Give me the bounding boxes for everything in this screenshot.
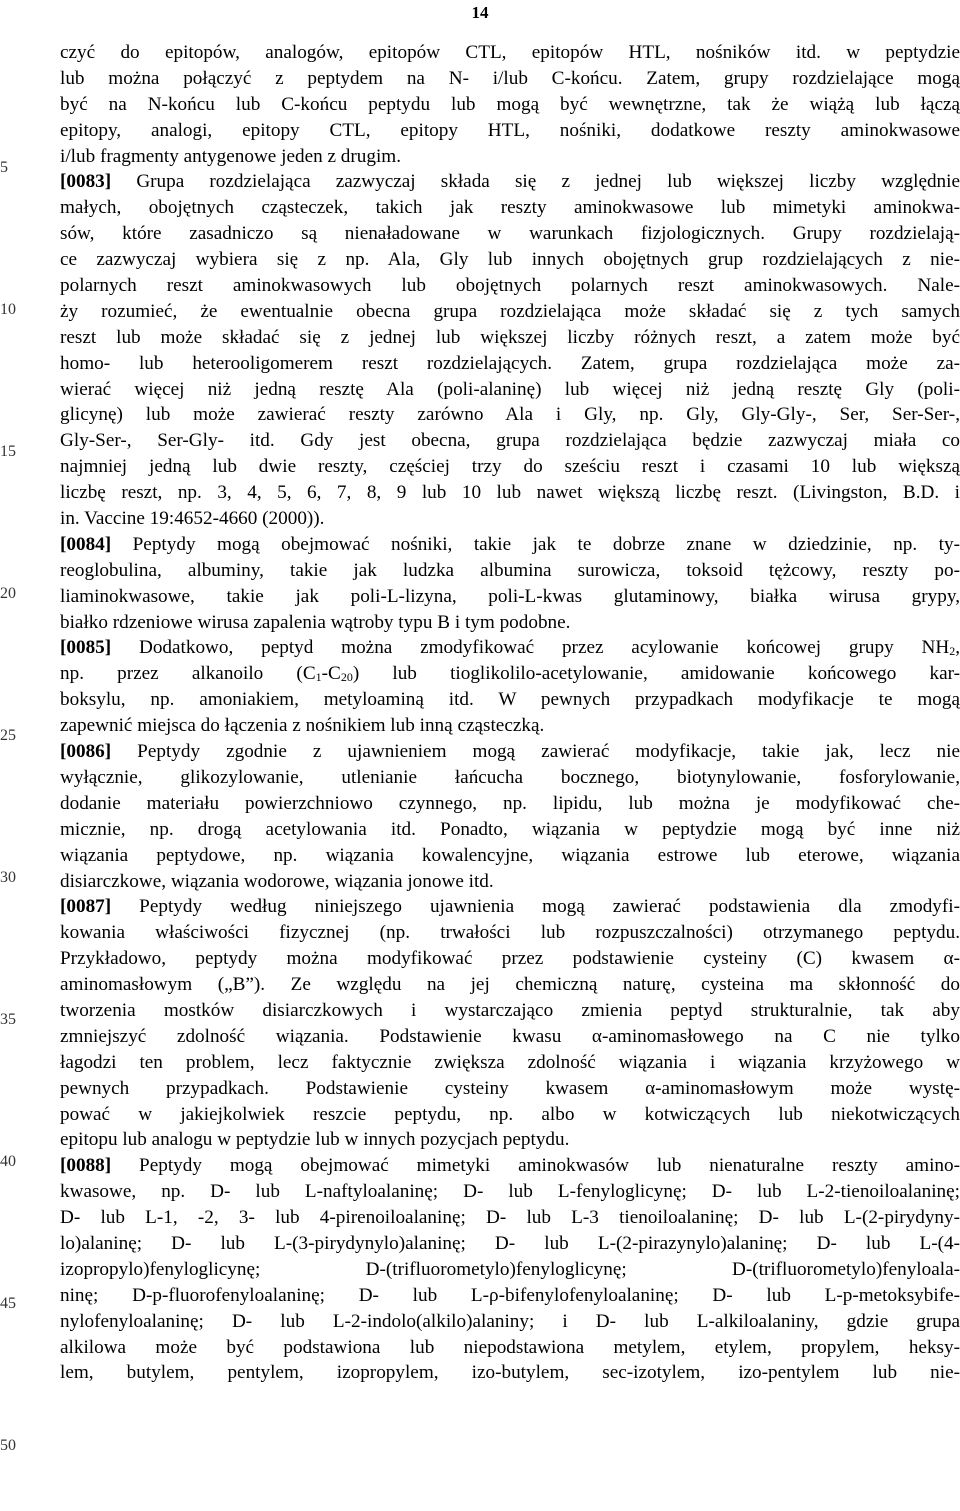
paragraph-0088-line: [0088] Peptydy mogą obejmować mimetyki aminokwasów lub nienaturalne reszty amino- <box>60 1155 960 1177</box>
text-line: Przykładowo, peptydy można modyfikować przez podstawienie cysteiny (C) kwasem α- <box>60 948 960 970</box>
text-line: czyć do epitopów, analogów, epitopów CTL, epitopów HTL, nośników itd. w peptydzie <box>60 42 960 63</box>
text-line: epitopu lub analogu w peptydzie lub w innych pozycjach peptydu. <box>60 1129 570 1151</box>
text-line: Gly-Ser-, Ser-Gly- itd. Gdy jest obecna, grupa rozdzielająca będzie zazwyczaj miała co <box>60 430 960 452</box>
line-number: 35 <box>0 1011 16 1028</box>
text-line: homo- lub heterooligomerem reszt rozdzielających. Zatem, grupa rozdzielająca może za- <box>60 352 960 374</box>
text-line: wierać więcej niż jedną resztę Ala (poli-alaninę) lub więcej niż jedną resztę Gly (poli- <box>60 378 960 400</box>
text-line: nylofenyloalaninę; D- lub L-2-indolo(alkilo)alaniny; i D- lub L-alkiloalaniny, gdzie grupa <box>60 1310 960 1332</box>
paragraph-number: [0084] <box>60 533 112 555</box>
text-line: alkilowa może być podstawiona lub niepodstawiona metylem, etylem, propylem, heksy- <box>60 1336 960 1358</box>
paragraph-0083-line: [0083] Grupa rozdzielająca zazwyczaj składa się z jednej lub większej liczby względnie <box>60 171 960 193</box>
text-line: pewnych przypadkach. Podstawienie cysteiny kwasem α-aminomasłowym może wystę- <box>60 1077 960 1099</box>
text-line: wiązania peptydowe, np. wiązania kowalencyjne, wiązania estrowe lub eterowe, wiązania <box>60 844 960 866</box>
line-number: 10 <box>0 301 16 318</box>
paragraph-number: [0088] <box>60 1155 112 1177</box>
paragraph-0086-line: [0086] Peptydy zgodnie z ujawnieniem mogą zawierać modyfikacje, takie jak, lecz nie <box>60 741 960 763</box>
text-line: micznie, np. drogą acetylowania itd. Ponadto, wiązania w peptydzie mogą być inne niż <box>60 818 960 840</box>
line-number: 15 <box>0 443 16 460</box>
text-line: liaminokwasowe, takie jak poli-L-lizyna, poli-L-kwas glutaminowy, białka wirusa grypy, <box>60 585 960 607</box>
text-line: kowania właściwości fizycznej (np. trwałości lub rozpuszczalności) otrzymanego peptydu. <box>60 922 960 944</box>
text-line: ce zazwyczaj wybiera się z np. Ala, Gly lub innych obojętnych grup rozdzielających z nie- <box>60 249 960 271</box>
text-line: pować w jakiejkolwiek reszcie peptydu, np. albo w kotwiczących lub niekotwiczących <box>60 1103 960 1125</box>
paragraph-number: [0085] <box>60 637 112 659</box>
text-line: być na N-końcu lub C-końcu peptydu lub mogą być wewnętrzne, tak że wiążą lub łączą <box>60 93 960 115</box>
text-line: lem, butylem, pentylem, izopropylem, izo-butylem, sec-izotylem, izo-pentylem lub nie- <box>60 1362 960 1384</box>
text-line: kwasowe, np. D- lub L-naftyloalaninę; D- lub L-fenyloglicynę; D- lub L-2-tienoiloalaninę; <box>60 1181 960 1203</box>
text-line: ży rozumieć, że ewentualnie obecna grupa rozdzielająca może składać się z tych samych <box>60 300 960 322</box>
paragraph-0087-line: [0087] Peptydy według niniejszego ujawnienia mogą zawierać podstawienia dla zmodyfi- <box>60 896 960 918</box>
text-line: disiarczkowe, wiązania wodorowe, wiązania jonowe itd. <box>60 870 494 892</box>
paragraph-number: [0087] <box>60 896 112 918</box>
paragraph-number: [0086] <box>60 741 112 763</box>
text-line: izopropylo)fenyloglicynę; D-(trifluorometylo)fenyloglicynę; D-(trifluorometylo)fenyloala- <box>60 1258 960 1280</box>
line-number: 45 <box>0 1295 16 1312</box>
text-line: tworzenia mostków disiarczkowych i wystarczająco zmienia peptyd strukturalnie, tak aby <box>60 999 960 1021</box>
text-line: łagodzi ten problem, lecz faktycznie zwiększa zdolność wiązania i wiązania krzyżowego w <box>60 1051 960 1073</box>
text-line: lub można połączyć z peptydem na N- i/lub C-końcu. Zatem, grupy rozdzielające mogą <box>60 67 960 89</box>
paragraph-number: [0083] <box>60 171 112 193</box>
document-body <box>60 40 960 1386</box>
text-line: zapewnić miejsca do łączenia z nośnikiem lub inną cząsteczką. <box>60 715 545 737</box>
text-line: zmniejszyć zdolność wiązania. Podstawienie kwasu α-aminomasłowego na C nie tylko <box>60 1025 960 1047</box>
text-line: liczbę reszt, np. 3, 4, 5, 6, 7, 8, 9 lub 10 lub nawet większą liczbę reszt. (Livingston, B.D. i <box>60 482 960 504</box>
paragraph-0085-line: [0085] Dodatkowo, peptyd można zmodyfikować przez acylowanie końcowej grupy $NH_2$, <box>60 637 960 659</box>
line-number: 25 <box>0 727 16 744</box>
line-number: 5 <box>0 159 8 176</box>
text-line: dodanie materiału powierzchniowo czynnego, np. lipidu, lub można je modyfikować che- <box>60 792 960 814</box>
text-line: D- lub L-1, -2, 3- lub 4-pirenoiloalaninę; D- lub L-3 tienoiloalaninę; D- lub L-(2-pirydyny- <box>60 1207 960 1229</box>
text-line: najmniej jedną lub dwie reszty, częściej trzy do sześciu reszt i czasami 10 lub większą <box>60 456 960 478</box>
text-line: lo)alaninę; D- lub L-(3-pirydynylo)alaninę; D- lub L-(2-pirazynylo)alaninę; D- lub L-(4- <box>60 1232 960 1254</box>
text-line: in. Vaccine 19:4652-4660 (2000)). <box>60 508 325 530</box>
text-line: reoglobulina, albuminy, takie jak ludzka albumina surowicza, toksoid tężcowy, reszty po- <box>60 559 960 581</box>
text-line: wyłącznie, glikozylowanie, utlenianie łańcucha bocznego, biotynylowanie, fosforylowanie, <box>60 766 960 788</box>
text-line: glicynę) lub może zawierać reszty zarówno Ala i Gly, np. Gly, Gly-Gly-, Ser, Ser-Ser-, <box>60 404 960 426</box>
text-line: sów, które zasadniczo są nienaładowane w warunkach fizjologicznych. Grupy rozdzielają- <box>60 223 960 245</box>
line-number: 50 <box>0 1437 16 1454</box>
text-line: np. przez alkanoilo $(C_1-C_{20})$ lub tioglikolilo-acetylowanie, amidowanie końcowego kar- <box>60 663 960 685</box>
line-number: 30 <box>0 869 16 886</box>
text-line: polarnych reszt aminokwasowych lub obojętnych polarnych reszt aminokwasowych. Nale- <box>60 275 960 297</box>
page-number: 14 <box>471 3 489 22</box>
text-line: reszt lub może składać się z jednej lub większej liczby różnych reszt, a zatem może być <box>60 326 960 348</box>
line-number: 20 <box>0 585 16 602</box>
text-line: aminomasłowym („B”). Ze względu na jej chemiczną naturę, cysteina ma skłonność do <box>60 974 960 996</box>
text-line: ninę; D-p-fluorofenyloalaninę; D- lub L-ρ-bifenylofenyloalaninę; D- lub L-p-metoksybife- <box>60 1284 960 1306</box>
paragraph-0084-line: [0084] Peptydy mogą obejmować nośniki, takie jak te dobrze znane w dziedzinie, np. ty- <box>60 533 960 555</box>
text-line: białko rdzeniowe wirusa zapalenia wątroby typu B i tym podobne. <box>60 611 571 633</box>
text-line: boksylu, np. amoniakiem, metyloaminą itd. W pewnych przypadkach modyfikacje te mogą <box>60 689 960 711</box>
text-line: małych, obojętnych cząsteczek, takich jak reszty aminokwasowe lub mimetyki aminokwa- <box>60 197 960 219</box>
text-line: i/lub fragmenty antygenowe jeden z drugim. <box>60 145 402 167</box>
text-line: epitopy, analogi, epitopy CTL, epitopy HTL, nośniki, dodatkowe reszty aminokwasowe <box>60 119 960 141</box>
line-number: 40 <box>0 1153 16 1170</box>
